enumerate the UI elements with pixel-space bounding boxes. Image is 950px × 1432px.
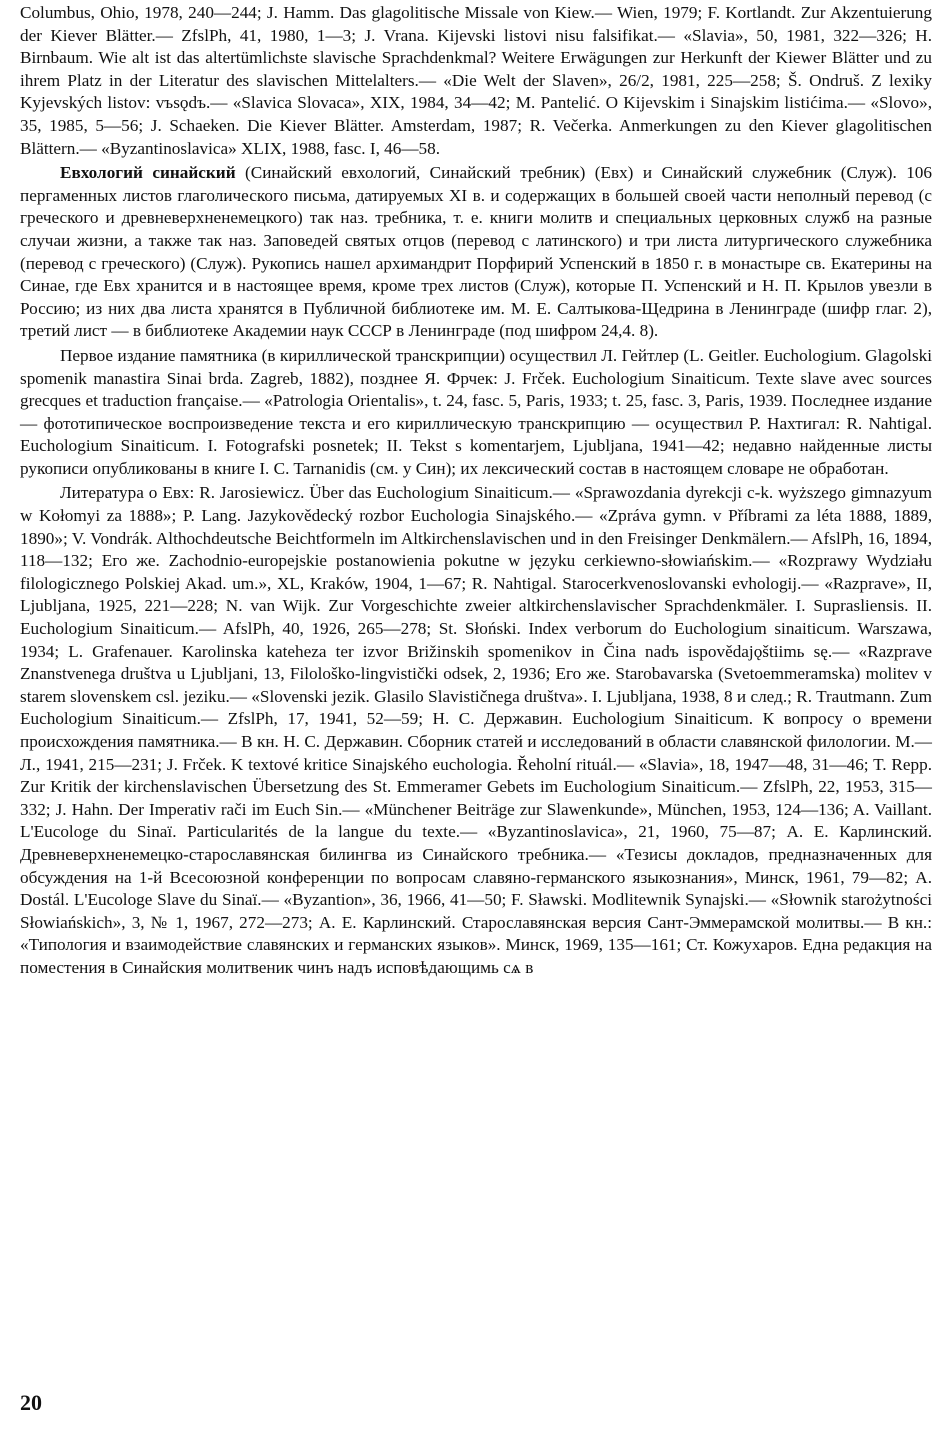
- paragraph-text: Первое издание памятника (в кириллической транскрипции) осуществил Л. Гейтлер (L. Geitler. Euchologium. Glagolski spomenik manastira Sinai brda. Zagreb, 1882), позднее Я. Фрчек: J. Frček. Euchologium Sinaiticum. Texte slave avec sources grecques et traduction française.— «Patrologia Orientalis», t. 24, fasc. 5, Paris, 1933; t. 25, fasc. 3, Paris, 1939. Последнее издание — фототипическое воспроизведение текста и его кириллическую транскрипцию — осуществил Р. Нахтигал: R. Nahtigal. Euchologium Sinaiticum. I. Fotografski posnetek; II. Tekst s komentarjem, Ljubljana, 1941—42; недавно найденные листы рукописи опубликованы в книге I. C. Tarnanidis (см. у Син); их лексический состав в настоящем словаре не обработан.: [20, 345, 932, 478]
- paragraph-text: (Синайский евхологий, Синайский требник) (Евх) и Синайский служебник (Служ). 106 пергаменных листов глаголического письма, датируемых XI в. и содержащих в большей своей части неполный перевод (с греческого и древневерхненемецкого) так наз. требника, т. е. книги молитв и специальных церковных служб на разные случаи жизни, а также так наз. Заповедей святых отцов (перевод с латинского) и три листа литургического служебника (перевод с греческого) (Служ). Рукопись нашел архимандрит Порфирий Успенский в 1850 г. в монастыре св. Екатерины на Синае, где Евх хранится и в настоящее время, кроме трех листов (Служ), которые П. Успенский и Н. П. Крылов увезли в Россию; из них два листа хранятся в Публичной библиотеке им. М. Е. Салтыкова-Щедрина в Ленинграде (шифр глаг. 2), третий лист — в библиотеке Академии наук СССР в Ленинграде (под шифром 24,4. 8).: [20, 163, 932, 341]
- paragraph-text: Литература о Евх: R. Jarosiewicz. Über das Euchologium Sinaiticum.— «Sprawozdania dyrekcji c-k. wyższego gimnazyum w Kołomyi za 1888»; P. Lang. Jazykovědecký rozbor Euchologia Sinajského.— «Zpráva gymn. v Příbrami za léta 1888, 1889, 1890»; V. Vondrák. Althochdeutsche Beichtformeln im Altkirchenslavischen und in den Freisinger Denkmälern.— AfslPh, 16, 1894, 118—132; Его же. Zachodnio-europejskie postanowienia pokutne w języku cerkiewno-słowiańskim.— «Rozprawy Wydziału filologicznego Polskiej Akad. um.», XL, Kraków, 1904, 1—67; R. Nahtigal. Starocerkvenoslovanski evhologij.— «Razprave», II, Ljubljana, 1925, 221—228; N. van Wijk. Zur Vorgeschichte zweier altkirchenslavischer Sprachdenkmäler. I. Suprasliensis. II. Euchologium Sinaiticum.— AfslPh, 40, 1926, 265—278; St. Słoński. Index verborum do Euchologium sinaiticum. Warszawa, 1934; L. Grafenauer. Karolinska kateheza ter izvor Brižinskih spomenikov in Čina nadъ ispovědajǫštiimь sę.— «Razprave Znanstvenega društva u Ljubljani, 13, Filološko-lingvistički odsek, 2, 1936; Его же. Starobavarska (Svetoemmeramska) molitev v starem slovenskem csl. jeziku.— «Slovenski jezik. Glasilo Slavističnega društva». I. Ljubljana, 1938, 8 и след.; R. Trautmann. Zum Euchologium Sinaiticum.— ZfslPh, 17, 1941, 52—59; Н. С. Державин. Euchologium Sinaiticum. К вопросу о времени происхождения памятника.— В кн. Н. С. Державин. Сборник статей и исследований в области славянской филологии. М.— Л., 1941, 215—231; J. Frček. K textové kritice Sinajského euchologia. Řeholní rituál.— «Slavia», 18, 1947—48, 31—46; T. Repp. Zur Kritik der kirchenslavischen Übersetzung des St. Emmeramer Gebets im Euchologium Sinaiticum.— ZfslPh, 22, 1953, 315—332; J. Hahn. Der Imperativ rači im Euch Sin.— «Münchener Beiträge zur Slawenkunde», München, 1953, 124—136; A. Vaillant. L'Eucologe du Sinaï. Particularités de la langue du texte.— «Byzantinoslavica», 21, 1960, 75—87; А. Е. Карлинский. Древневерхненемецко-старославянская билингва из Синайского требника.— «Тезисы докладов, предназначенных для обсуждения на 1-й Всесоюзной конференции по вопросам славяно-германского языкознания», Минск, 1961, 79—82; A. Dostál. L'Eucologe Slave du Sinaï.— «Byzantion», 36, 1966, 41—50; F. Sławski. Modlitewnik Synajski.— «Słownik starożytności Słowiańskich», 3, № 1, 1967, 272—273; А. Е. Карлинский. Старославянская версия Сант-Эммерамской молитвы.— В кн.: «Типология и взаимодействие славянских и германских языков». Минск, 1969, 135—161; Ст. Кожухаров. Една редакция на поместения в Синайския молитвеник чинъ надъ исповѣдающимь сѧ в: [20, 483, 932, 977]
- entry-euchologium-paragraph: [20, 162, 932, 343]
- editions-paragraph: [20, 345, 932, 481]
- entry-headword: Евхологий синайский: [60, 163, 236, 183]
- bibliography-continuation-paragraph: [20, 2, 932, 160]
- paragraph-text: Columbus, Ohio, 1978, 240—244; J. Hamm. Das glagolitische Missale von Kiew.— Wien, 1979; F. Kortlandt. Zur Akzentuierung der Kiever Blätter.— ZfslPh, 41, 1980, 1—3; J. Vrana. Kijevski listovi nisu falsifikat.— «Slavia», 50, 1981, 322—326; H. Birnbaum. Wie alt ist das altertümlichste slavische Sprachdenkmal? Weitere Erwägungen zur Herkunft der Kiewer Blätter und zu ihrem Platz in der Literatur des slavischen Mittelalters.— «Die Welt der Slaven», 26/2, 1981, 225—258; Š. Ondruš. Z lexiky Kyjevských listov: vъsǫdъ.— «Slavica Slovaca», XIX, 1984, 34—42; M. Pantelić. O Kijevskim i Sinajskim listićima.— «Slovo», 35, 1985, 5—56; J. Schaeken. Die Kiever Blätter. Amsterdam, 1987; R. Večerka. Anmerkungen zu den Kiever glagolitischen Blättern.— «Byzantinoslavica» XLIX, 1988, fasc. I, 46—58.: [20, 3, 932, 158]
- literature-paragraph: [20, 482, 932, 979]
- page-number: 20: [20, 1390, 42, 1415]
- page-text: [20, 2, 932, 980]
